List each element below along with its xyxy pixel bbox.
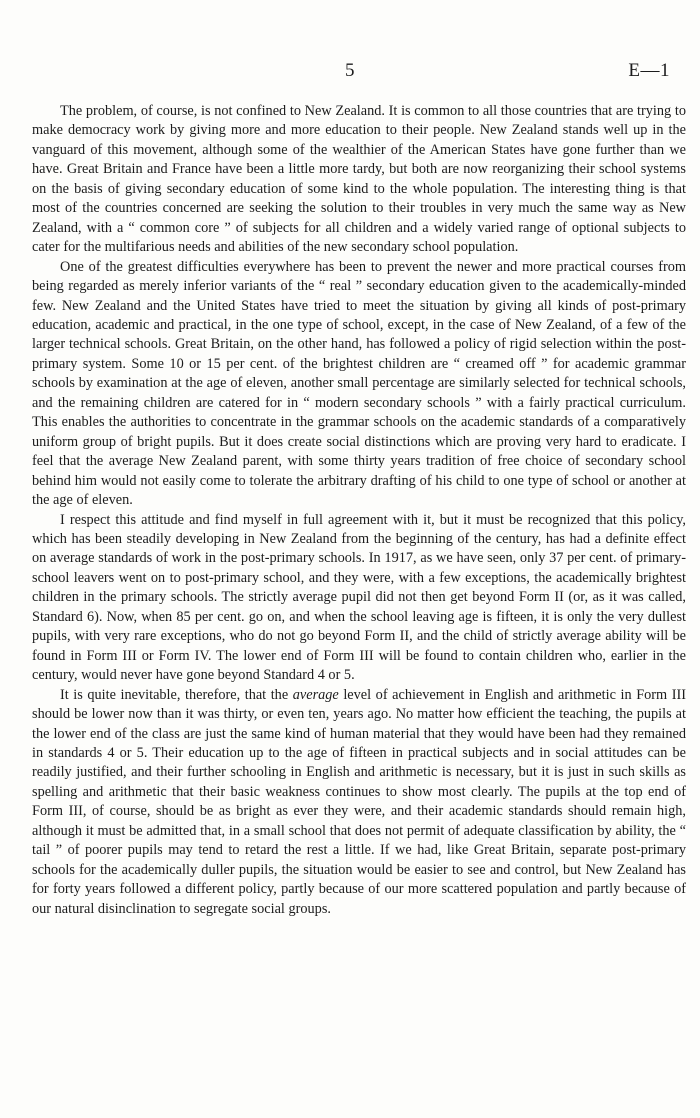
sheet-reference: E—1	[628, 60, 670, 81]
page-number: 5	[345, 60, 355, 81]
page-header	[30, 60, 670, 88]
paragraph-1: The problem, of course, is not confined to New Zealand. It is common to all those countries that are trying to make democracy work by giving more and more education to their people. New Zealand stands well up in the vanguard of this movement, although some of the wealthier of the American States have gone further than we have. Great Britain and France have been a little more tardy, but both are now reorganizing their school systems on the basis of giving secondary education of some kind to the whole population. The interesting thing is that most of the countries concerned are seeking the solution to their troubles in very much the same way as New Zealand, with a “ common core ” of subjects for all children and a widely varied range of optional subjects to cater for the multifarious needs and abilities of the new secondary school population.	[32, 103, 686, 256]
paragraph-4-after: level of achievement in English and arithmetic in Form III should be lower now than it was thirty, or even ten, years ago. No matter how efficient the teaching, the pupils at the lower end of the class are just the same kind of human material that they would have been had they remained in standards 4 or 5. Their education up to the age of fifteen in practical subjects and in social attitudes can be readily justified, and their further schooling in English and arithmetic is necessary, but it is just in such skills as spelling and arithmetic that their basic weakness continues to show most clearly. The pupils at the top end of Form III, of course, should be as bright as ever they were, and their academic standards should remain high, although it must be admitted that, in a small school that does not permit of adequate classification by ability, the “ tail ” of poorer pupils may tend to retard the rest a little. If we had, like Great Britain, separate post-primary schools for the academically duller pupils, the situation would be easier to see and control, but New Zealand has for forty years followed a different policy, partly because of our more scattered population and partly because of our natural disinclination to segregate social groups.	[32, 686, 687, 917]
body-text	[32, 102, 686, 919]
emphasis-average: average	[292, 686, 339, 703]
paragraph-4-before: It is quite inevitable, therefore, that the	[60, 686, 293, 703]
paragraph-2: One of the greatest difficulties everywhere has been to prevent the newer and more practical courses from being regarded as merely inferior variants of the “ real ” secondary education given to the academically-minded few. New Zealand and the United States have tried to meet the situation by giving all kinds of post-primary education, academic and practical, in the one type of school, except, in the case of New Zealand, of a few of the larger technical schools. Great Britain, on the other hand, has followed a policy of rigid selection within the post-primary system. Some 10 or 15 per cent. of the brightest children are “ creamed off ” for academic grammar schools by examination at the age of eleven, another small percentage are similarly selected for technical schools, and the remaining children are catered for in “ modern secondary schools ” with a fairly practical curriculum. This enables the authorities to concentrate in the grammar schools on the academic standards of a comparatively uniform group of bright pupils. But it does create social distinctions which are proving very hard to eradicate. I feel that the average New Zealand parent, with some thirty years tradition of free choice of secondary school behind him would not easily come to tolerate the arbitrary drafting of his child to one type of school or another at the age of eleven.	[32, 258, 686, 509]
paragraph-3: I respect this attitude and find myself in full agreement with it, but it must be recognized that this policy, which has been steadily developing in New Zealand from the beginning of the century, has had a definite effect on average standards of work in the post-primary schools. In 1917, as we have seen, only 37 per cent. of primary-school leavers went on to post-primary school, and they were, with a few exceptions, the academically brightest children in the primary schools. The strictly average pupil did not then get beyond Form II (or, as it was called, Standard 6). Now, when 85 per cent. go on, and when the school leaving age is fifteen, it is only the very dullest pupils, with very rare exceptions, who do not go beyond Form II, and the child of strictly average ability will be found in Form III or Form IV. The lower end of Form III will be found to contain children who, earlier in the century, would never have gone beyond Standard 4 or 5.	[32, 511, 686, 684]
paragraph-4	[32, 686, 686, 919]
